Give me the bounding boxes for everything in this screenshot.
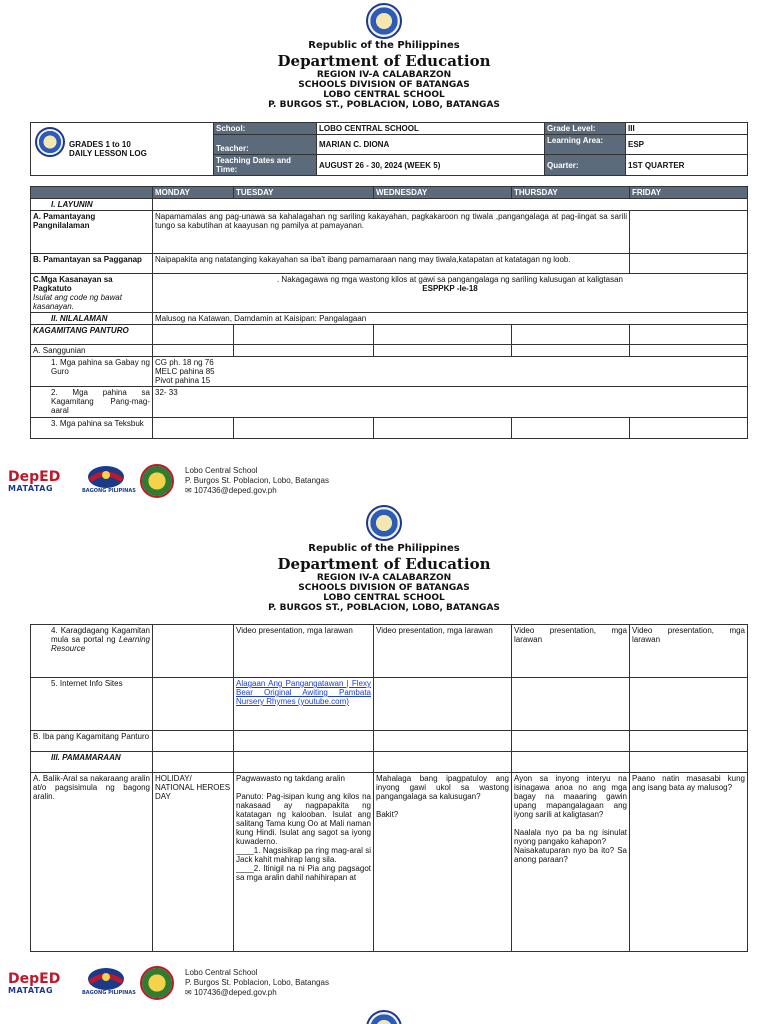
internet-label: 5. Internet Info Sites	[31, 678, 153, 731]
friday-cell: Paano natin masasabi kung ang isang bata ay malusog?	[630, 773, 748, 952]
deped-seal-icon	[366, 1010, 402, 1024]
division-text: SCHOOLS DIVISION OF BATANGAS	[298, 583, 470, 593]
footer	[8, 964, 408, 1004]
youtube-link[interactable]: Alagaan Ang Pangangatawan | Flexy Bear Original Awiting Pambata Nursery Rhymes (youtube.com)	[234, 678, 374, 731]
school-value: LOBO CENTRAL SCHOOL	[317, 123, 545, 135]
learning-resource-text: Learning Resource	[51, 635, 150, 653]
empty-cell	[512, 325, 630, 345]
mag-aaral-text: 32- 33	[153, 387, 748, 418]
school-logo-icon	[140, 966, 174, 1000]
dates-label: Teaching Dates and Time:	[214, 155, 317, 176]
empty-cell	[153, 199, 748, 211]
kasanayan-text: . Nakagagawa ng mga wastong kilos at gawi sa pangangalaga ng sariling kalusugan at kaligtasan	[276, 275, 623, 284]
deped-seal-icon	[366, 505, 402, 541]
department-title: Department of Education	[277, 555, 491, 573]
matatag-text: MATATAG	[8, 986, 54, 995]
row-label-a: A. Pamantayang Pangnilalaman	[31, 211, 153, 254]
school-text: LOBO CENTRAL SCHOOL	[323, 90, 445, 100]
empty-cell	[374, 418, 512, 439]
empty-cell	[234, 345, 374, 357]
teksbuk-label: 3. Mga pahina sa Teksbuk	[31, 418, 153, 439]
empty-cell	[512, 752, 630, 773]
video-cell: Video presentation, mga larawan	[374, 625, 512, 678]
footer	[8, 462, 408, 502]
empty-cell	[630, 418, 748, 439]
school-logo-icon	[140, 464, 174, 498]
dll-title-cell	[31, 123, 214, 176]
empty-cell	[374, 345, 512, 357]
balik-aral-label: A. Balik-Aral sa nakaraang aralin at/o pagsisimula ng bagong aralin.	[31, 773, 153, 952]
guro-label: 1. Mga pahina sa Gabay ng Guro	[31, 357, 153, 387]
bagong-text: BAGONG PILIPINAS	[82, 990, 136, 996]
tue-line: ____2. Itinigil na ni Pia ang pagsagot sa mga aralin dahil nahihirapan at	[236, 864, 371, 882]
footer-email: 107436@deped.gov.ph	[193, 486, 277, 495]
school-label: School:	[214, 123, 317, 135]
tue-line: Pagwawasto ng takdang aralin	[236, 774, 345, 783]
karagdagang-text: 4. Karagdagang Kagamitan mula sa portal ng	[51, 626, 150, 644]
thu-line: Naisakatuparan nyo ba ito? Sa anong paraan?	[514, 846, 627, 864]
republic-text: Republic of the Philippines	[308, 40, 460, 51]
republic-text: Republic of the Philippines	[308, 543, 460, 554]
day-header: WEDNESDAY	[374, 187, 512, 199]
info-table	[30, 122, 748, 176]
nilalaman-text: Malusog na Katawan, Damdamin at Kaisipan: Pangalagaan	[153, 313, 748, 325]
area-value: ESP	[626, 135, 748, 155]
monday-cell: HOLIDAY/ NATIONAL HEROES DAY	[153, 773, 234, 952]
empty-cell	[234, 731, 374, 752]
footer-school: Lobo Central School	[185, 466, 258, 475]
footer-email: 107436@deped.gov.ph	[193, 988, 277, 997]
empty-cell	[630, 211, 748, 254]
footer-email-line	[185, 988, 329, 998]
empty-cell	[630, 731, 748, 752]
empty-cell	[374, 678, 512, 731]
empty-cell	[512, 731, 630, 752]
section-pamamaraan: III. PAMAMARAAN	[31, 752, 153, 773]
iba-label: B. Iba pang Kagamitang Panturo	[31, 731, 153, 752]
tuesday-cell	[234, 773, 374, 952]
kasanayan-note: Isulat ang code ng bawat kasanayan.	[33, 293, 122, 311]
empty-cell	[630, 325, 748, 345]
section-nilalaman: II. NILALAMAN	[31, 313, 153, 325]
page-header	[0, 543, 768, 613]
day-header: MONDAY	[153, 187, 234, 199]
area-label: Learning Area:	[545, 135, 626, 155]
bagong-text: BAGONG PILIPINAS	[82, 488, 136, 494]
guro-cell	[153, 357, 748, 387]
school-text: LOBO CENTRAL SCHOOL	[323, 593, 445, 603]
empty-cell	[153, 345, 234, 357]
deped-logo	[8, 972, 60, 995]
footer-address: P. Burgos St. Poblacion, Lobo, Batangas	[185, 978, 329, 987]
empty-cell	[630, 345, 748, 357]
wed-line: Bakit?	[376, 810, 399, 819]
row-label-c	[31, 274, 153, 313]
mail-icon: ✉	[185, 486, 194, 495]
empty-cell	[153, 418, 234, 439]
deped-seal-icon	[366, 3, 402, 39]
guro-line: Pivot pahina 15	[155, 376, 211, 385]
empty-cell	[374, 325, 512, 345]
pagganap-text: Naipapakita ang natatanging kakayahan sa iba't ibang pamamaraan nang may tiwala,katapatan at katatagan ng loob.	[153, 254, 630, 274]
footer-info	[185, 968, 329, 998]
deped-seal-small-icon	[35, 127, 65, 157]
empty-cell	[630, 752, 748, 773]
empty-cell	[630, 678, 748, 731]
empty-cell	[153, 678, 234, 731]
guro-line: CG ph. 18 ng 76	[155, 358, 214, 367]
empty-cell	[153, 625, 234, 678]
tue-line: ____1. Nagsisikap pa ring mag-aral si Jack kahit mahirap lang sila.	[236, 846, 371, 864]
empty-cell	[512, 345, 630, 357]
kasanayan-code: ESPPKP -Ie-18	[422, 284, 478, 293]
division-text: SCHOOLS DIVISION OF BATANGAS	[298, 80, 470, 90]
empty-cell	[234, 752, 374, 773]
dates-value: AUGUST 26 - 30, 2024 (WEEK 5)	[317, 155, 545, 176]
day-header: THURSDAY	[512, 187, 630, 199]
video-cell: Video presentation, mga larawan	[512, 625, 630, 678]
footer-email-line	[185, 486, 329, 496]
thu-line: Naalala nyo pa ba ng isinulat nyong pangako kahapon?	[514, 828, 627, 846]
corner-header	[31, 187, 153, 199]
quarter-label: Quarter:	[545, 155, 626, 176]
address-text: P. BURGOS ST., POBLACION, LOBO, BATANGAS	[268, 603, 500, 613]
matatag-text: MATATAG	[8, 484, 54, 493]
empty-cell	[153, 731, 234, 752]
empty-cell	[234, 325, 374, 345]
video-cell: Video presentation, mga larawan	[234, 625, 374, 678]
guro-line: MELC pahina 85	[155, 367, 215, 376]
footer-address: P. Burgos St. Poblacion, Lobo, Batangas	[185, 476, 329, 485]
lesson-table-page2	[30, 624, 748, 952]
department-title: Department of Education	[277, 52, 491, 70]
deped-logo-text: DepED	[8, 971, 61, 987]
wed-line: Mahalaga bang ipagpatuloy ang inyong gawi ukol sa wastong pangangalaga sa kalusugan?	[376, 774, 509, 801]
row-label-b: B. Pamantayan sa Pagganap	[31, 254, 153, 274]
kasanayan-cell	[153, 274, 748, 313]
thursday-cell	[512, 773, 630, 952]
lesson-table-page1	[30, 186, 748, 439]
dll-title: DAILY LESSON LOG	[69, 149, 147, 158]
empty-cell	[153, 752, 234, 773]
mag-aaral-label: 2. Mga pahina sa Kagamitang Pang-mag-aaral	[31, 387, 153, 418]
day-header: TUESDAY	[234, 187, 374, 199]
region-text: REGION IV-A CALABARZON	[316, 70, 452, 80]
tue-line: Panuto: Pag-isipan kung ang kilos na nakasaad ay nagpapakita ng katatagan ng kalooban. Isulat ang salitang Tama kung Oo at Mali naman kung Hindi. Isulat ang sagot sa iyong kuwaderno.	[236, 792, 371, 846]
grade-label: Grade Level:	[545, 123, 626, 135]
deped-logo	[8, 470, 60, 493]
empty-cell	[374, 752, 512, 773]
address-text: P. BURGOS ST., POBLACION, LOBO, BATANGAS	[268, 100, 500, 110]
page-header	[0, 40, 768, 110]
empty-cell	[630, 254, 748, 274]
empty-cell	[512, 678, 630, 731]
sanggunian-label: A. Sanggunian	[31, 345, 153, 357]
video-cell: Video presentation, mga larawan	[630, 625, 748, 678]
footer-school: Lobo Central School	[185, 968, 258, 977]
day-header: FRIDAY	[630, 187, 748, 199]
wednesday-cell	[374, 773, 512, 952]
empty-cell	[153, 325, 234, 345]
footer-info	[185, 466, 329, 496]
region-text: REGION IV-A CALABARZON	[316, 573, 452, 583]
section-kagamitan: KAGAMITANG PANTURO	[31, 325, 153, 345]
section-layunin: I. LAYUNIN	[31, 199, 153, 211]
deped-logo-text: DepED	[8, 469, 61, 485]
karagdagang-label	[31, 625, 153, 678]
grades-title: GRADES 1 to 10	[69, 140, 131, 149]
teacher-value: MARIAN C. DIONA	[317, 135, 545, 155]
kasanayan-label: C.Mga Kasanayan sa Pagkatuto	[33, 275, 113, 293]
empty-cell	[374, 731, 512, 752]
teacher-label: Teacher:	[214, 135, 317, 155]
quarter-value: 1ST QUARTER	[626, 155, 748, 176]
thu-line: Ayon sa inyong interyu na isinagawa anoa no ang mga bagay na maaaring gawin upang mapangalagaan ang iyong sarili at kaligtasan?	[514, 774, 627, 819]
empty-cell	[234, 418, 374, 439]
pamantayang-text: Napamamalas ang pag-unawa sa kahalagahan ng sariling kakayahan, pagkakaroon ng tiwala ,pangangalaga at pag-iingat sa sarili tungo sa kabutihan at kaayusan ng pamilya at pamayanan.	[153, 211, 630, 254]
mail-icon: ✉	[185, 988, 194, 997]
empty-cell	[512, 418, 630, 439]
grade-value: III	[626, 123, 748, 135]
